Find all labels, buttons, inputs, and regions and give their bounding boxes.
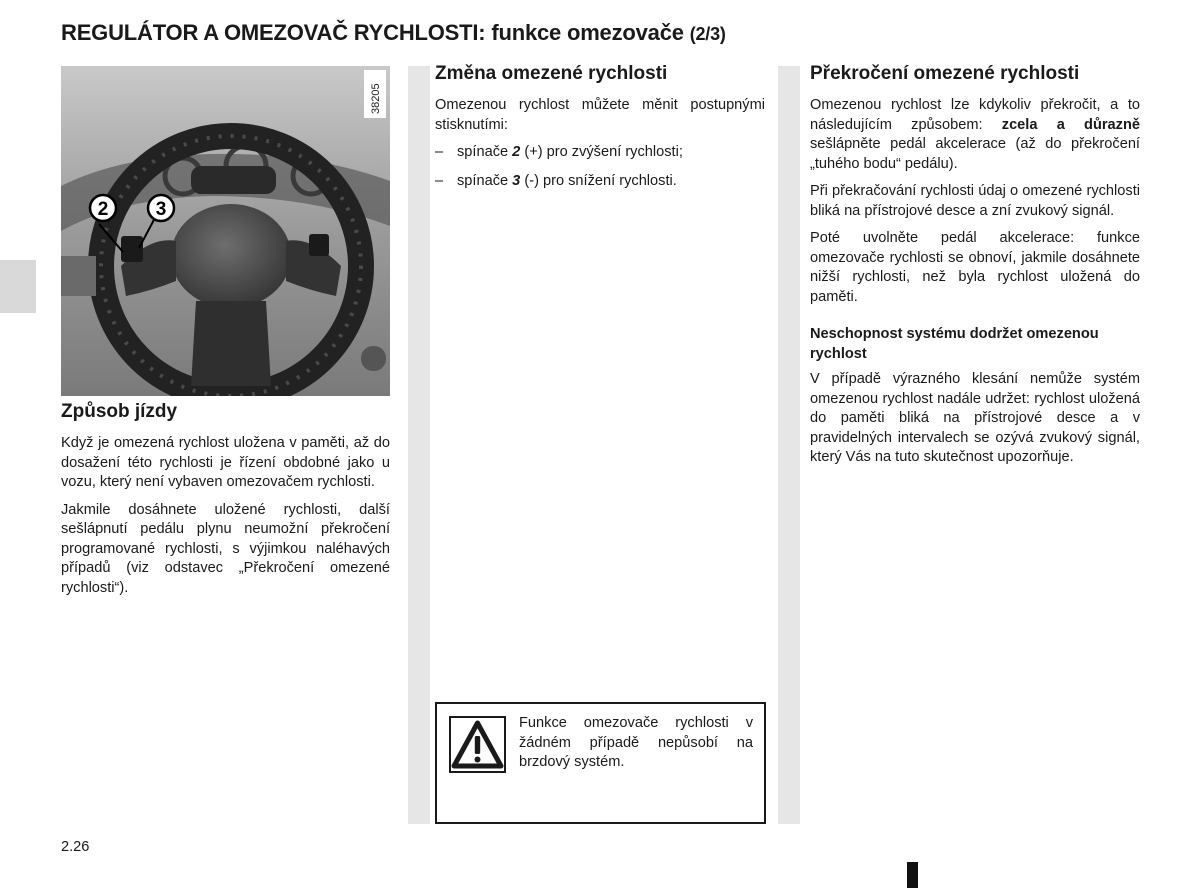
list-item	[435, 172, 765, 192]
switch-number: 3	[512, 172, 521, 189]
p1-before: Omezenou rychlost lze kdykoliv překročit, a to následujícím způsobem:	[810, 97, 1140, 133]
right-paragraph-4: V případě výrazného klesání nemůže systém omezenou rychlost nadále udržet: rychlost uložená do paměti bliká na přístrojové desce a v pravidelných intervalech se ozývá zvukový signál, který Vás na tuto skutečnost upozorňuje.	[810, 371, 1140, 465]
list-text	[457, 143, 683, 163]
list-text-after: (-) pro snížení rychlosti.	[520, 172, 677, 189]
left-paragraph-2: Jakmile dosáhnete uložené rychlosti, další sešlápnutí pedálu plynu neumožní překročení programované rychlosti, s výjimkou naléhavých případů (viz odstavec „Překročení omezené rychlosti“).	[61, 501, 390, 596]
figure-code-box	[364, 70, 386, 118]
right-heading: Překročení omezené rychlosti	[810, 63, 1080, 84]
p1-bold: zcela a důrazně	[1001, 116, 1140, 133]
middle-intro: Omezenou rychlost můžete měnit postupnými stisknutími:	[435, 97, 765, 133]
steering-wheel-figure	[61, 66, 390, 396]
middle-column	[435, 62, 765, 200]
column-gutter-right	[778, 66, 800, 824]
figure-code: 38205	[370, 83, 382, 114]
right-subheading: Neschopnost systému dodržet omezenou rychlost	[810, 326, 1099, 362]
section-tab	[0, 260, 36, 313]
right-paragraph-2: Při překračování rychlosti údaj o omezené rychlosti bliká na přístrojové desce a zní zvukový signál.	[810, 183, 1140, 219]
list-item	[435, 143, 765, 163]
column-gutter-left	[408, 66, 430, 824]
switch-number: 2	[512, 144, 521, 160]
warning-triangle-icon	[449, 716, 506, 773]
page-indicator: (2/3)	[689, 24, 726, 44]
right-column	[810, 62, 1140, 476]
title-text: REGULÁTOR A OMEZOVAČ RYCHLOSTI: funkce omezovače	[61, 20, 684, 45]
steering-wheel-illustration	[61, 66, 390, 396]
page-number: 2.26	[61, 839, 90, 855]
left-column	[61, 400, 390, 606]
list-dash: –	[435, 172, 444, 189]
list-text-before: spínače	[457, 144, 513, 160]
warning-text: Funkce omezovače rychlosti v žádném případě nepůsobí na brzdový systém.	[519, 715, 753, 770]
list-dash: –	[435, 144, 444, 160]
right-paragraph-1	[810, 96, 1140, 174]
p1-after: sešlápněte pedál akcelerace (až do překročení „tuhého bodu“ pedálu).	[810, 136, 1140, 172]
middle-heading: Změna omezené rychlosti	[435, 63, 668, 84]
list-text-after: (+) pro zvýšení rychlosti;	[520, 144, 683, 160]
list-text-before: spínače	[457, 172, 513, 189]
callout-3: 3	[155, 199, 167, 220]
page-title	[61, 20, 726, 46]
warning-box	[435, 702, 766, 824]
crop-mark	[907, 862, 918, 888]
list-text	[457, 172, 677, 192]
right-paragraph-3: Poté uvolněte pedál akcelerace: funkce omezovače rychlosti se obnoví, jakmile dosáhnete nižší rychlosti, než byla rychlost uložená do paměti.	[810, 230, 1140, 305]
left-paragraph-1: Když je omezená rychlost uložena v paměti, až do dosažení této rychlosti je řízení obdobné jako u vozu, který není vybaven omezovačem rychlosti.	[61, 435, 390, 490]
left-heading: Způsob jízdy	[61, 401, 178, 422]
callout-2: 2	[97, 199, 109, 220]
